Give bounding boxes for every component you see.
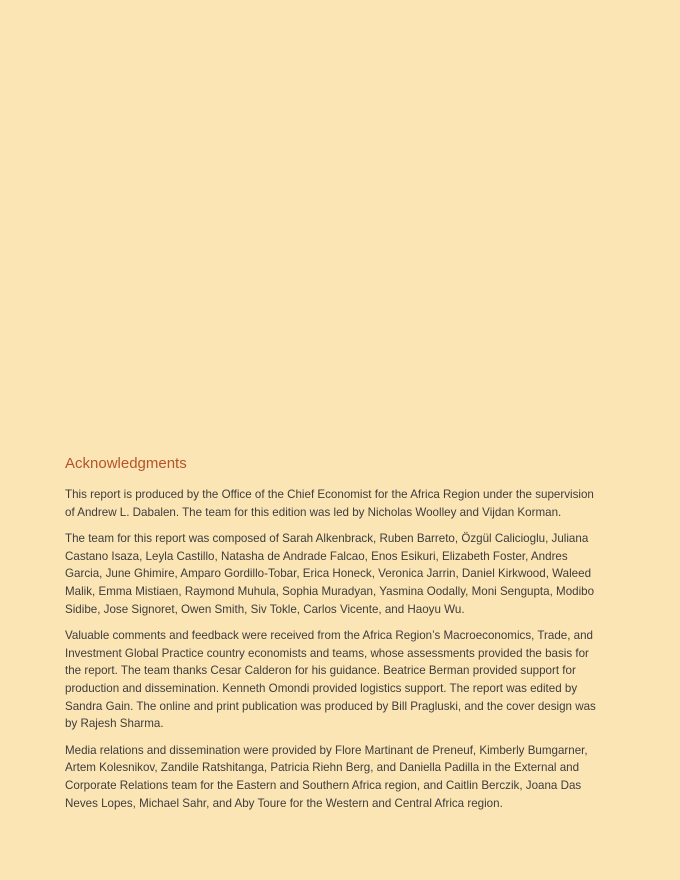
acknowledgments-section: [65, 454, 597, 821]
paragraph-supervision: This report is produced by the Office of the Chief Economist for the Africa Region under the supervision of Andrew L. Dabalen. The team for this edition was led by Nicholas Woolley and Vijdan Korman.: [65, 488, 594, 519]
paragraph-feedback: Valuable comments and feedback were received from the Africa Region’s Macroeconomics, Trade, and Investment Global Practice country economists and teams, whose assessments provided the basis for the report. The team thanks Cesar Calderon for his guidance. Beatrice Berman provided support for production and dissemination. Kenneth Omondi provided logistics support. The report was edited by Sandra Gain. The online and print publication was produced by Bill Pragluski, and the cover design was by Rajesh Sharma.: [65, 629, 596, 731]
paragraph-team: The team for this report was composed of Sarah Alkenbrack, Ruben Barreto, Özgül Calicioglu, Juliana Castano Isaza, Leyla Castillo, Natasha de Andrade Falcao, Enos Esikuri, Elizabeth Foster, Andres Garcia, June Ghimire, Amparo Gordillo-Tobar, Erica Honeck, Veronica Jarrin, Daniel Kirkwood, Waleed Malik, Emma Mistiaen, Raymond Muhula, Sophia Muradyan, Yasmina Oodally, Moni Sengupta, Modibo Sidibe, Jose Signoret, Owen Smith, Siv Tokle, Carlos Vicente, and Haoyu Wu.: [65, 532, 595, 616]
paragraph-media-relations: Media relations and dissemination were provided by Flore Martinant de Preneuf, Kimberly Bumgarner, Artem Kolesnikov, Zandile Ratshitanga, Patricia Riehn Berg, and Daniella Padilla in the External and Corporate Relations team for the Eastern and Southern Africa region, and Caitlin Berczik, Joana Das Neves Lopes, Michael Sahr, and Aby Toure for the Western and Central Africa region.: [65, 743, 588, 810]
section-heading: Acknowledgments: [65, 455, 187, 472]
